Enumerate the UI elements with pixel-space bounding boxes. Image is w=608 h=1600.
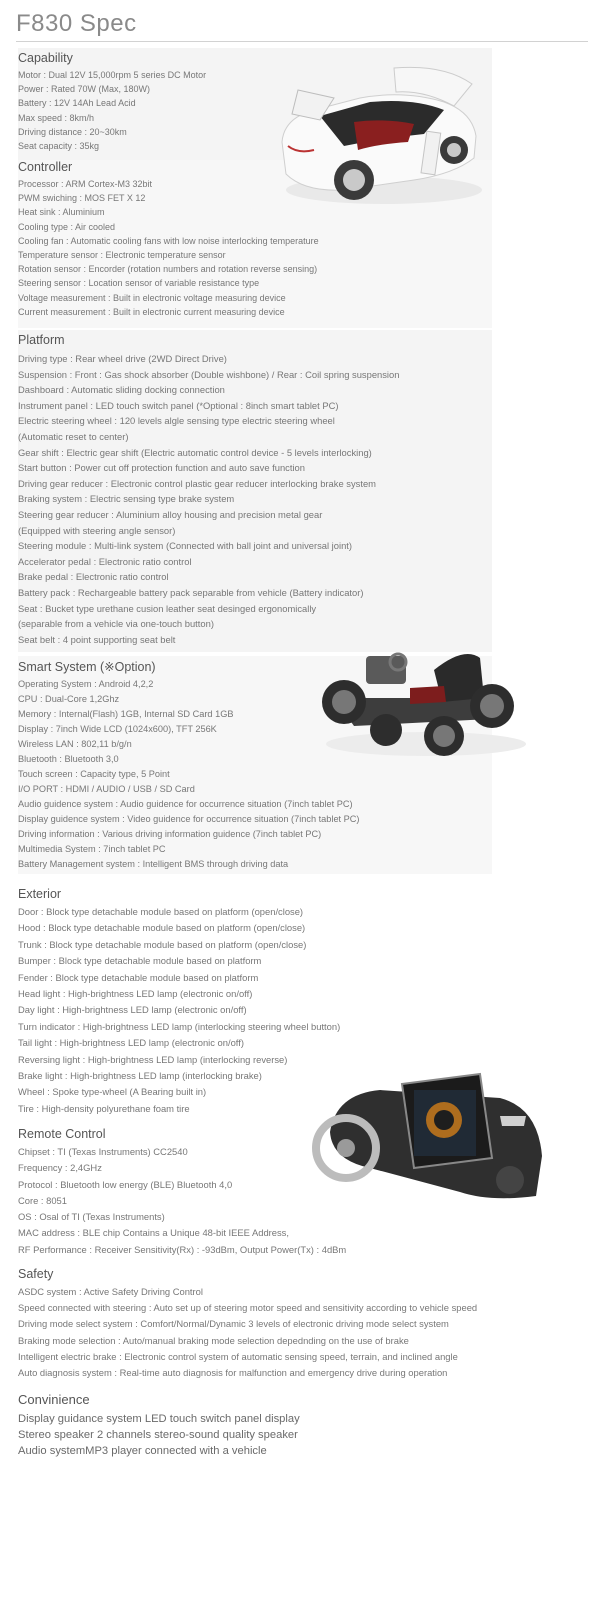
spec-line: Speed connected with steering : Auto set up of steering motor speed and sensitivity according to vehicle speed — [18, 1302, 478, 1314]
spec-line: Operating System : Android 4,2,2 — [18, 679, 154, 689]
section-title: Controller — [18, 160, 73, 174]
spec-line: Tire : High-density polyurethane foam tire — [18, 1102, 190, 1114]
spec-line: Accelerator pedal : Electronic ratio control — [18, 555, 192, 567]
spec-line: Battery Management system : Intelligent BMS through driving data — [18, 859, 289, 869]
spec-line: Brake pedal : Electronic ratio control — [18, 571, 169, 583]
spec-line: Driving information : Various driving information guidence (7inch tablet PC) — [18, 829, 322, 839]
spec-line: OS : Osal of TI (Texas Instruments) — [18, 1211, 165, 1223]
spec-line: Seat capacity : 35kg — [18, 141, 100, 152]
spec-line: Motor : Dual 12V 15,000rpm 5 series DC Motor — [18, 70, 207, 80]
section-title: Exterior — [18, 887, 62, 901]
page-title: F830 Spec — [16, 10, 137, 37]
spec-line: Stereo speaker 2 channels stereo-sound quality speaker — [18, 1429, 298, 1441]
spec-line: Display : 7inch Wide LCD (1024x600), TFT 256K — [18, 724, 217, 734]
spec-line: Processor : ARM Cortex-M3 32bit — [18, 179, 153, 189]
section-title: Smart System (※Option) — [18, 660, 156, 674]
spec-line: Driving mode select system : Comfort/Normal/Dynamic 3 levels of electronic driving mode select system — [18, 1318, 449, 1330]
spec-line: Core : 8051 — [18, 1194, 67, 1206]
section-title: Platform — [18, 333, 65, 347]
spec-line: Chipset : TI (Texas Instruments) CC2540 — [18, 1146, 188, 1157]
title-divider — [16, 41, 588, 42]
spec-line: Audio guidence system : Audio guidence for occurrence situation (7inch tablet PC) — [18, 799, 353, 809]
chassis-image — [314, 640, 532, 760]
spec-line: Battery pack : Rechargeable battery pack separable from vehicle (Battery indicator) — [18, 586, 364, 598]
car-exterior-image — [274, 62, 484, 212]
spec-line: Steering gear reducer : Aluminium alloy housing and precision metal gear — [18, 508, 323, 520]
spec-line: Current measurement : Built in electronic current measuring device — [18, 306, 285, 317]
spec-line: Driving gear reducer : Electronic control plastic gear reducer interlocking brake system — [18, 477, 376, 489]
spec-line: Door : Block type detachable module based on platform (open/close) — [18, 906, 304, 917]
spec-line: Display guidence system : Video guidence for occurrence situation (7inch tablet PC) — [18, 814, 360, 824]
section-title: Remote Control — [18, 1127, 106, 1141]
spec-line: Bumper : Block type detachable module based on platform — [18, 955, 262, 967]
spec-line: Cooling type : Air cooled — [18, 221, 116, 232]
spec-line: Trunk : Block type detachable module based on platform (open/close) — [18, 938, 307, 950]
spec-line: Reversing light : High-brightness LED lamp (interlocking reverse) — [18, 1053, 288, 1065]
spec-line: Bluetooth : Bluetooth 3,0 — [18, 754, 119, 764]
spec-line: Protocol : Bluetooth low energy (BLE) Bluetooth 4,0 — [18, 1178, 233, 1190]
spec-line: Driving distance : 20~30km — [18, 126, 127, 137]
spec-line: Steering module : Multi-link system (Connected with ball joint and universal joint) — [18, 540, 353, 552]
spec-line: Head light : High-brightness LED lamp (electronic on/off) — [18, 988, 253, 1000]
spec-line: Touch screen : Capacity type, 5 Point — [18, 769, 170, 779]
spec-line: Brake light : High-brightness LED lamp (interlocking brake) — [18, 1070, 262, 1082]
spec-line: Tail light : High-brightness LED lamp (electronic on/off) — [18, 1037, 244, 1049]
spec-line: (Automatic reset to center) — [18, 430, 129, 442]
spec-line: Frequency : 2,4GHz — [18, 1162, 102, 1174]
spec-line: PWM swiching : MOS FET X 12 — [18, 193, 146, 204]
spec-line: Start button : Power cut off protection function and auto save function — [18, 462, 305, 474]
spec-line: Seat belt : 4 point supporting seat belt — [18, 633, 176, 645]
spec-line: Voltage measurement : Built in electronic voltage measuring device — [18, 292, 286, 303]
spec-line: ASDC system : Active Safety Driving Control — [18, 1286, 203, 1297]
spec-line: Dashboard : Automatic sliding docking connection — [18, 384, 225, 396]
section-title: Safety — [18, 1267, 54, 1281]
spec-line: Hood : Block type detachable module based on platform (open/close) — [18, 922, 306, 934]
spec-line: Wheel : Spoke type-wheel (A Bearing built in) — [18, 1086, 207, 1098]
steering-wheel-image — [310, 1068, 548, 1208]
spec-line: Gear shift : Electric gear shift (Electric automatic control device - 5 levels interlocking) — [18, 446, 372, 458]
spec-line: Braking mode selection : Auto/manual braking mode selection depednding on the use of brake — [18, 1334, 409, 1346]
spec-line: Audio systemMP3 player connected with a vehicle — [18, 1445, 267, 1457]
spec-line: Heat sink : Aluminium — [18, 207, 105, 218]
spec-line: Auto diagnosis system : Real-time auto diagnosis for malfunction and emergency drive during operation — [18, 1367, 448, 1379]
spec-line: I/O PORT : HDMI / AUDIO / USB / SD Card — [18, 784, 195, 794]
spec-line: Steering sensor : Location sensor of variable resistance type — [18, 278, 260, 289]
spec-line: (separable from a vehicle via one-touch button) — [18, 618, 214, 630]
spec-line: Braking system : Electric sensing type brake system — [18, 493, 235, 505]
spec-line: Multimedia System : 7inch tablet PC — [18, 844, 166, 854]
spec-line: Fender : Block type detachable module based on platform — [18, 971, 259, 983]
spec-line: Display guidance system LED touch switch panel display — [18, 1413, 300, 1425]
spec-line: Wireless LAN : 802,11 b/g/n — [18, 739, 132, 749]
spec-line: (Equipped with steering angle sensor) — [18, 524, 176, 536]
spec-line: Electric steering wheel : 120 levels algle sensing type electric steering wheel — [18, 415, 335, 427]
spec-line: Temperature sensor : Electronic temperature sensor — [18, 250, 226, 261]
spec-line: Power : Rated 70W (Max, 180W) — [18, 84, 151, 95]
spec-line: RF Performance : Receiver Sensitivity(Rx) : -93dBm, Output Power(Tx) : 4dBm — [18, 1243, 347, 1255]
spec-line: CPU : Dual-Core 1,2Ghz — [18, 694, 120, 704]
section-remote-control — [18, 1127, 346, 1258]
section-capability — [18, 51, 206, 153]
section-exterior — [18, 887, 340, 1117]
section-title: Capability — [18, 51, 73, 65]
section-safety — [18, 1267, 477, 1381]
spec-line: Intelligent electric brake : Electronic control system of automatic sensing speed, terrain, and inclined angle — [18, 1350, 458, 1362]
spec-line: Max speed : 8km/h — [18, 112, 95, 123]
spec-line: Memory : Internal(Flash) 1GB, Internal SD Card 1GB — [18, 709, 234, 719]
section-platform — [18, 333, 399, 647]
section-title: Convinience — [18, 1392, 90, 1407]
spec-line: Day light : High-brightness LED lamp (electronic on/off) — [18, 1004, 247, 1016]
spec-line: Seat : Bucket type urethane cusion leather seat desinged ergonomically — [18, 602, 317, 614]
section-smart-system — [18, 659, 359, 872]
spec-line: Turn indicator : High-brightness LED lamp (interlocking steering wheel button) — [18, 1020, 341, 1032]
spec-line: Instrument panel : LED touch switch panel (*Optional : 8inch smart tablet PC) — [18, 399, 339, 411]
spec-line: Battery : 12V 14Ah Lead Acid — [18, 98, 136, 109]
spec-line: Suspension : Front : Gas shock absorber (Double wishbone) / Rear : Coil spring suspension — [18, 368, 400, 380]
spec-line: Cooling fan : Automatic cooling fans with low noise interlocking temperature — [18, 235, 319, 246]
section-convinience — [18, 1392, 300, 1459]
spec-line: Driving type : Rear wheel drive (2WD Direct Drive) — [18, 353, 227, 364]
spec-line: MAC address : BLE chip Contains a Unique 48-bit IEEE Address, — [18, 1227, 289, 1239]
spec-line: Rotation sensor : Encorder (rotation numbers and rotation reverse sensing) — [18, 264, 318, 275]
